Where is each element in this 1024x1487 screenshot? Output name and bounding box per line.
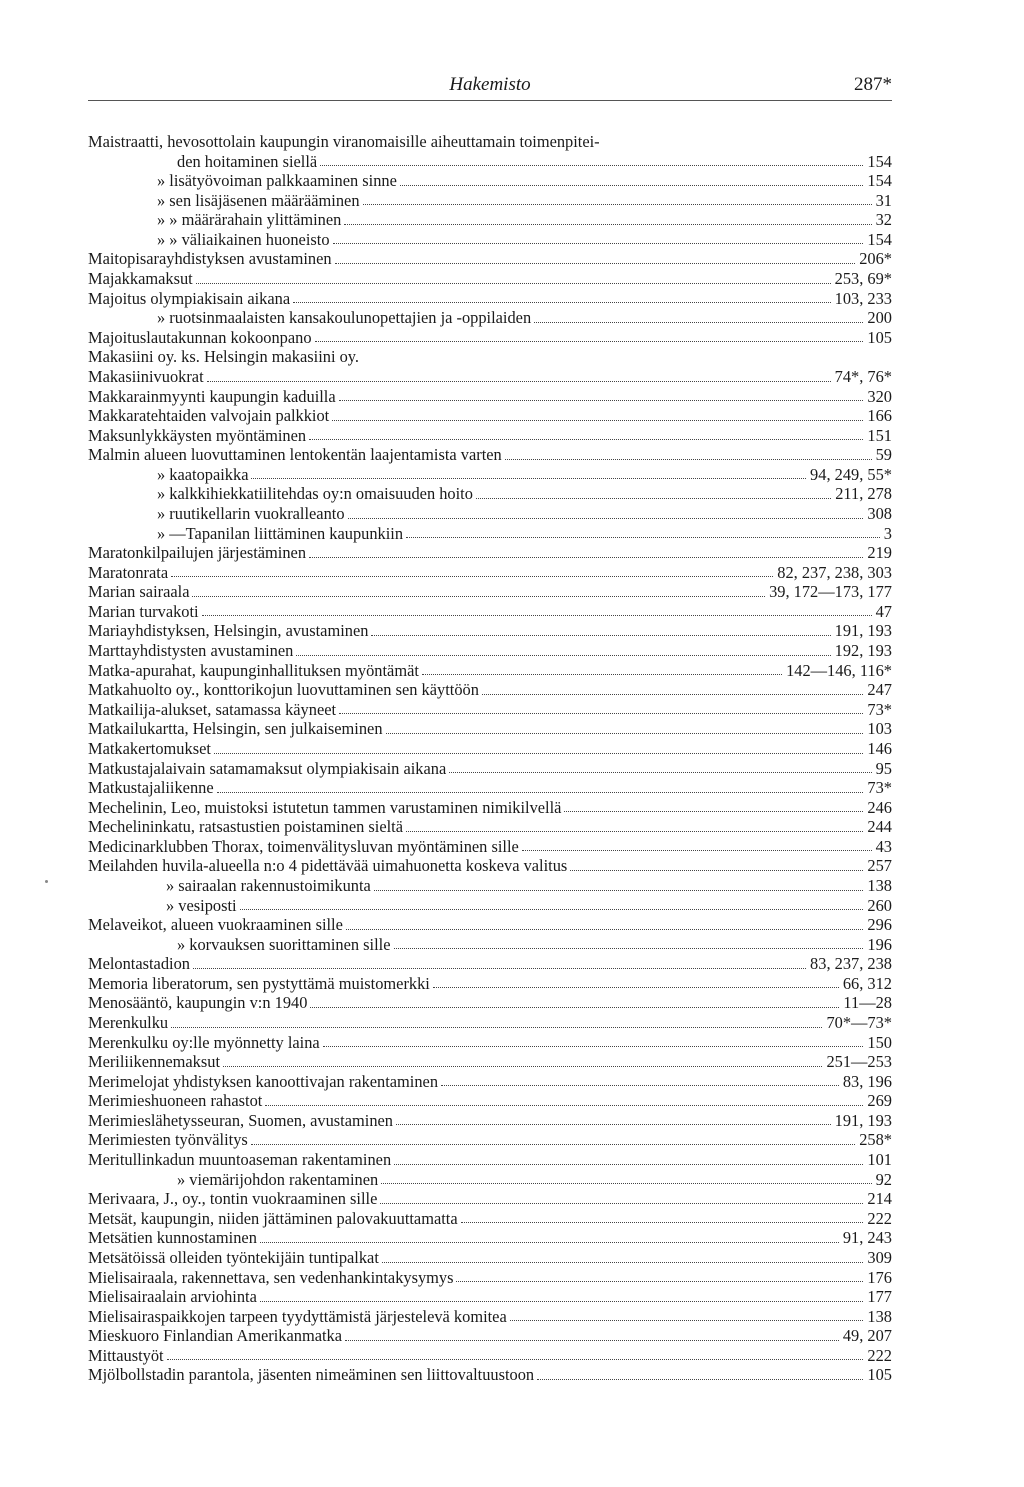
index-entry <box>88 484 892 504</box>
entry-text: Mittaustyöt <box>88 1345 164 1365</box>
index-entry <box>88 1189 892 1209</box>
entry-text: Meilahden huvila-alueella n:o 4 pidettävää uimahuonetta koskeva valitus <box>88 856 568 876</box>
entry-text: » ruotsinmaalaisten kansakoulunopettajien ja -oppilaiden <box>157 308 532 328</box>
entry-text: Melontastadion <box>88 954 190 974</box>
index-entry <box>88 1268 892 1288</box>
index-entry <box>88 1365 892 1385</box>
entry-text: » sairaalan rakennustoimikunta <box>166 875 371 895</box>
index-entry <box>88 269 892 289</box>
entry-pages: 101 <box>867 1150 892 1170</box>
entry-pages: 260 <box>867 895 892 915</box>
index-entry <box>88 759 892 779</box>
entry-text: Merenkulku <box>88 1013 169 1033</box>
dot-leader <box>371 635 830 636</box>
index-entry <box>88 856 892 876</box>
index-entry <box>88 837 892 857</box>
dot-leader <box>476 498 831 499</box>
entry-pages: 92 <box>875 1169 892 1189</box>
entry-text: » ruutikellarin vuokralleanto <box>157 503 345 523</box>
entry-text: Merivaara, J., oy., tontin vuokraaminen sille <box>88 1189 378 1209</box>
entry-pages: 246 <box>867 797 892 817</box>
page-number: 287* <box>854 74 892 95</box>
index-entry <box>88 954 892 974</box>
entry-pages: 146 <box>867 738 892 758</box>
dot-leader <box>196 283 831 284</box>
index-entry <box>88 582 892 602</box>
entry-pages: 105 <box>867 327 892 347</box>
entry-text: Matkakertomukset <box>88 738 211 758</box>
index-entry <box>88 1307 892 1327</box>
dot-leader <box>386 733 864 734</box>
index-page <box>88 70 892 1385</box>
entry-pages: 151 <box>867 425 892 445</box>
dot-leader <box>202 615 872 616</box>
entry-text: Marian sairaala <box>88 582 190 602</box>
dot-leader <box>309 439 863 440</box>
index-entry <box>88 465 892 485</box>
entry-text: Mjölbollstadin parantola, jäsenten nimeäminen sen liittovaltuustoon <box>88 1365 535 1385</box>
entry-pages: 39, 172—173, 177 <box>769 582 892 602</box>
entry-pages: 211, 278 <box>835 484 892 504</box>
dot-leader <box>335 263 856 264</box>
entry-text: Melaveikot, alueen vuokraaminen sille <box>88 915 343 935</box>
dot-leader <box>505 459 872 460</box>
index-entry <box>88 1209 892 1229</box>
dot-leader <box>167 1359 864 1360</box>
entry-text: Matkahuolto oy., konttorikojun luovuttaminen sen käyttöön <box>88 680 479 700</box>
entry-text: » » määrärahain ylittäminen <box>157 210 342 230</box>
entry-pages: 49, 207 <box>842 1326 892 1346</box>
entry-text: Mielisairaspaikkojen tarpeen tyydyttämistä järjestelevä komitea <box>88 1306 507 1326</box>
entry-text: » kaatopaikka <box>157 464 249 484</box>
dot-leader <box>564 811 863 812</box>
entry-text: Makkarainmyynti kaupungin kaduilla <box>88 386 336 406</box>
index-entry <box>88 876 892 896</box>
entry-text: » » väliaikainen huoneisto <box>157 229 330 249</box>
entry-text: Meritullinkadun muuntoaseman rakentaminen <box>88 1150 392 1170</box>
index-entry <box>88 406 892 426</box>
entry-text: » korvauksen suorittaminen sille <box>177 934 391 954</box>
entry-pages: 138 <box>867 1306 892 1326</box>
entry-text: Metsätien kunnostaminen <box>88 1228 257 1248</box>
entry-text: Makasiini oy. ks. Helsingin makasiini oy. <box>88 347 360 367</box>
index-entry <box>88 543 892 563</box>
dot-leader <box>251 1144 855 1145</box>
index-entries <box>88 132 892 1385</box>
entry-text: Matkustajalaivain satamamaksut olympiakisain aikana <box>88 758 447 778</box>
entry-text: Matkustajaliikenne <box>88 778 214 798</box>
index-entry <box>88 1111 892 1131</box>
entry-pages: 192, 193 <box>834 641 892 661</box>
index-entry <box>88 935 892 955</box>
margin-speck <box>45 880 48 883</box>
dot-leader <box>260 1301 864 1302</box>
index-entry <box>88 641 892 661</box>
index-entry <box>88 1091 892 1111</box>
dot-leader <box>217 792 864 793</box>
index-entry <box>88 798 892 818</box>
entry-pages: 11—28 <box>843 993 892 1013</box>
dot-leader <box>309 557 863 558</box>
entry-pages: 320 <box>867 386 892 406</box>
entry-pages: 206* <box>859 249 892 269</box>
entry-text: Mariayhdistyksen, Helsingin, avustaminen <box>88 621 369 641</box>
entry-pages: 103, 233 <box>834 288 892 308</box>
entry-text: Mielisairaala, rakennettava, sen vedenhankintakysymys <box>88 1267 454 1287</box>
entry-text: Majoitus olympiakisain aikana <box>88 288 291 308</box>
dot-leader <box>323 1046 864 1047</box>
dot-leader <box>394 948 864 949</box>
index-entry <box>88 230 892 250</box>
index-entry <box>88 1346 892 1366</box>
entry-text: Malmin alueen luovuttaminen lentokentän laajentamista varten <box>88 445 502 465</box>
dot-leader <box>422 674 782 675</box>
entry-text: Maistraatti, hevosottolain kaupungin viranomaisille aiheuttamain toimenpitei- <box>88 132 600 151</box>
entry-pages: 32 <box>875 210 892 230</box>
index-entry <box>88 426 892 446</box>
index-entry <box>88 328 892 348</box>
index-entry <box>88 1326 892 1346</box>
index-entry <box>88 367 892 387</box>
index-entry <box>88 387 892 407</box>
index-entry <box>88 915 892 935</box>
entry-pages: 138 <box>867 875 892 895</box>
entry-pages: 59 <box>875 445 892 465</box>
entry-text: Medicinarklubben Thorax, toimenvälitysluvan myöntäminen sille <box>88 836 519 856</box>
entry-pages: 142—146, 116* <box>786 660 892 680</box>
index-entry <box>88 347 892 367</box>
entry-pages: 196 <box>867 934 892 954</box>
entry-pages: 103 <box>867 719 892 739</box>
entry-pages: 191, 193 <box>834 1110 892 1130</box>
index-entry <box>88 1287 892 1307</box>
entry-pages: 296 <box>867 915 892 935</box>
entry-pages: 191, 193 <box>834 621 892 641</box>
index-entry <box>88 680 892 700</box>
dot-leader <box>214 753 864 754</box>
entry-text: Meriliikennemaksut <box>88 1052 221 1072</box>
dot-leader <box>441 1085 839 1086</box>
index-entry <box>88 1170 892 1190</box>
dot-leader <box>293 302 831 303</box>
entry-pages: 73* <box>867 699 892 719</box>
header-divider <box>88 100 892 101</box>
dot-leader <box>207 381 831 382</box>
dot-leader <box>374 890 864 891</box>
entry-pages: 222 <box>867 1208 892 1228</box>
entry-text: Merimieshuoneen rahastot <box>88 1091 263 1111</box>
entry-pages: 94, 249, 55* <box>810 464 892 484</box>
entry-pages: 47 <box>875 601 892 621</box>
index-entry <box>88 1150 892 1170</box>
entry-text: Mechelinin, Leo, muistoksi istutetun tammen varustaminen nimikilvellä <box>88 797 562 817</box>
dot-leader <box>406 537 880 538</box>
entry-text: Matkailija-alukset, satamassa käyneet <box>88 699 337 719</box>
entry-text: Maratonkilpailujen järjestäminen <box>88 543 307 563</box>
dot-leader <box>522 850 872 851</box>
index-entry <box>88 621 892 641</box>
dot-leader <box>296 655 830 656</box>
entry-pages: 247 <box>867 680 892 700</box>
index-entry <box>88 132 892 152</box>
page-title: Hakemisto <box>449 74 531 95</box>
dot-leader <box>310 1007 839 1008</box>
entry-text: Maitopisarayhdistyksen avustaminen <box>88 249 332 269</box>
dot-leader <box>381 1183 871 1184</box>
entry-pages: 214 <box>867 1189 892 1209</box>
entry-pages: 31 <box>875 190 892 210</box>
entry-text: Merimelojat yhdistyksen kanoottivajan rakentaminen <box>88 1071 439 1091</box>
index-entry <box>88 1072 892 1092</box>
dot-leader <box>348 518 864 519</box>
entry-pages: 309 <box>867 1247 892 1267</box>
index-entry <box>88 152 892 172</box>
entry-pages: 70*—73* <box>826 1013 892 1033</box>
dot-leader <box>433 987 839 988</box>
entry-pages: 83, 237, 238 <box>810 954 892 974</box>
dot-leader <box>346 929 864 930</box>
entry-text: » kalkkihiekkatiilitehdas oy:n omaisuuden hoito <box>157 484 473 504</box>
entry-text: den hoitaminen siellä <box>177 151 318 171</box>
entry-text: Mieskuoro Finlandian Amerikanmatka <box>88 1326 343 1346</box>
index-entry <box>88 563 892 583</box>
dot-leader <box>171 576 773 577</box>
entry-text: Mielisairaalain arviohinta <box>88 1287 257 1307</box>
dot-leader <box>400 185 864 186</box>
entry-pages: 3 <box>883 523 892 543</box>
entry-pages: 154 <box>867 171 892 191</box>
entry-pages: 258* <box>859 1130 892 1150</box>
dot-leader <box>380 1203 863 1204</box>
dot-leader <box>406 831 863 832</box>
dot-leader <box>333 243 864 244</box>
index-entry <box>88 602 892 622</box>
dot-leader <box>510 1320 864 1321</box>
entry-text: Matka-apurahat, kaupunginhallituksen myöntämät <box>88 660 419 680</box>
entry-text: Matkailukartta, Helsingin, sen julkaiseminen <box>88 719 383 739</box>
entry-text: Merimieslähetysseuran, Suomen, avustaminen <box>88 1110 393 1130</box>
entry-text: Makkaratehtaiden valvojain palkkiot <box>88 406 330 426</box>
index-entry <box>88 974 892 994</box>
entry-pages: 244 <box>867 817 892 837</box>
entry-pages: 95 <box>875 758 892 778</box>
index-entry <box>88 1228 892 1248</box>
entry-text: Mechelininkatu, ratsastustien poistaminen sieltä <box>88 817 403 837</box>
entry-pages: 83, 196 <box>842 1071 892 1091</box>
index-entry <box>88 661 892 681</box>
index-entry <box>88 1052 892 1072</box>
page-header <box>88 70 892 100</box>
entry-pages: 91, 243 <box>842 1228 892 1248</box>
index-entry <box>88 700 892 720</box>
index-entry <box>88 308 892 328</box>
dot-leader <box>345 1340 839 1341</box>
entry-text: » vesiposti <box>166 895 237 915</box>
dot-leader <box>449 772 871 773</box>
dot-leader <box>344 224 871 225</box>
index-entry <box>88 445 892 465</box>
index-entry <box>88 719 892 739</box>
dot-leader <box>251 478 806 479</box>
dot-leader <box>394 1164 863 1165</box>
entry-text: Marian turvakoti <box>88 601 199 621</box>
entry-text: Merimiesten työnvälitys <box>88 1130 248 1150</box>
index-entry <box>88 1033 892 1053</box>
dot-leader <box>193 968 806 969</box>
entry-text: Marttayhdistysten avustaminen <box>88 641 294 661</box>
dot-leader <box>456 1281 863 1282</box>
dot-leader <box>570 870 863 871</box>
dot-leader <box>320 165 863 166</box>
entry-pages: 82, 237, 238, 303 <box>777 562 892 582</box>
dot-leader <box>332 420 863 421</box>
dot-leader <box>534 322 863 323</box>
dot-leader <box>192 596 765 597</box>
dot-leader <box>223 1066 822 1067</box>
dot-leader <box>537 1379 863 1380</box>
index-entry <box>88 739 892 759</box>
entry-pages: 73* <box>867 778 892 798</box>
entry-text: Majoituslautakunnan kokoonpano <box>88 327 312 347</box>
entry-pages: 222 <box>867 1345 892 1365</box>
index-entry <box>88 778 892 798</box>
dot-leader <box>315 341 864 342</box>
entry-text: Maratonrata <box>88 562 169 582</box>
entry-pages: 150 <box>867 1032 892 1052</box>
index-entry <box>88 504 892 524</box>
dot-leader <box>240 909 864 910</box>
index-entry <box>88 896 892 916</box>
dot-leader <box>363 204 872 205</box>
index-entry <box>88 524 892 544</box>
entry-pages: 269 <box>867 1091 892 1111</box>
index-entry <box>88 289 892 309</box>
entry-pages: 177 <box>867 1287 892 1307</box>
entry-pages: 176 <box>867 1267 892 1287</box>
entry-pages: 154 <box>867 151 892 171</box>
index-entry <box>88 171 892 191</box>
entry-pages: 200 <box>867 308 892 328</box>
entry-pages: 308 <box>867 503 892 523</box>
entry-pages: 154 <box>867 229 892 249</box>
entry-text: Merenkulku oy:lle myönnetty laina <box>88 1032 320 1052</box>
index-entry <box>88 210 892 230</box>
dot-leader <box>260 1242 839 1243</box>
dot-leader <box>396 1124 831 1125</box>
index-entry <box>88 1248 892 1268</box>
entry-text: Makasiinivuokrat <box>88 366 204 386</box>
entry-pages: 74*, 76* <box>834 366 892 386</box>
index-entry <box>88 191 892 211</box>
entry-text: » —Tapanilan liittäminen kaupunkiin <box>157 523 404 543</box>
dot-leader <box>265 1105 863 1106</box>
dot-leader <box>171 1027 822 1028</box>
dot-leader <box>339 400 864 401</box>
index-entry <box>88 1013 892 1033</box>
entry-pages: 253, 69* <box>834 269 892 289</box>
entry-text: Maksunlykkäysten myöntäminen <box>88 425 307 445</box>
entry-pages: 43 <box>875 836 892 856</box>
index-entry <box>88 249 892 269</box>
entry-pages: 66, 312 <box>842 973 892 993</box>
entry-pages: 105 <box>867 1365 892 1385</box>
entry-pages: 219 <box>867 543 892 563</box>
dot-leader <box>382 1262 864 1263</box>
dot-leader <box>339 713 863 714</box>
entry-text: Metsät, kaupungin, niiden jättäminen palovakuuttamatta <box>88 1208 458 1228</box>
index-entry <box>88 993 892 1013</box>
entry-text: » viemärijohdon rakentaminen <box>177 1169 379 1189</box>
index-entry <box>88 817 892 837</box>
entry-text: » sen lisäjäsenen määrääminen <box>157 190 360 210</box>
dot-leader <box>482 694 864 695</box>
entry-text: Menosääntö, kaupungin v:n 1940 <box>88 993 308 1013</box>
entry-pages: 251—253 <box>826 1052 892 1072</box>
entry-text: Metsätöissä olleiden työntekijäin tuntipalkat <box>88 1247 379 1267</box>
entry-text: Memoria liberatorum, sen pystyttämä muistomerkki <box>88 973 430 993</box>
index-entry <box>88 1130 892 1150</box>
entry-text: Majakkamaksut <box>88 269 193 289</box>
dot-leader <box>461 1222 864 1223</box>
entry-pages: 257 <box>867 856 892 876</box>
entry-pages: 166 <box>867 406 892 426</box>
entry-text: » lisätyövoiman palkkaaminen sinne <box>157 171 397 191</box>
